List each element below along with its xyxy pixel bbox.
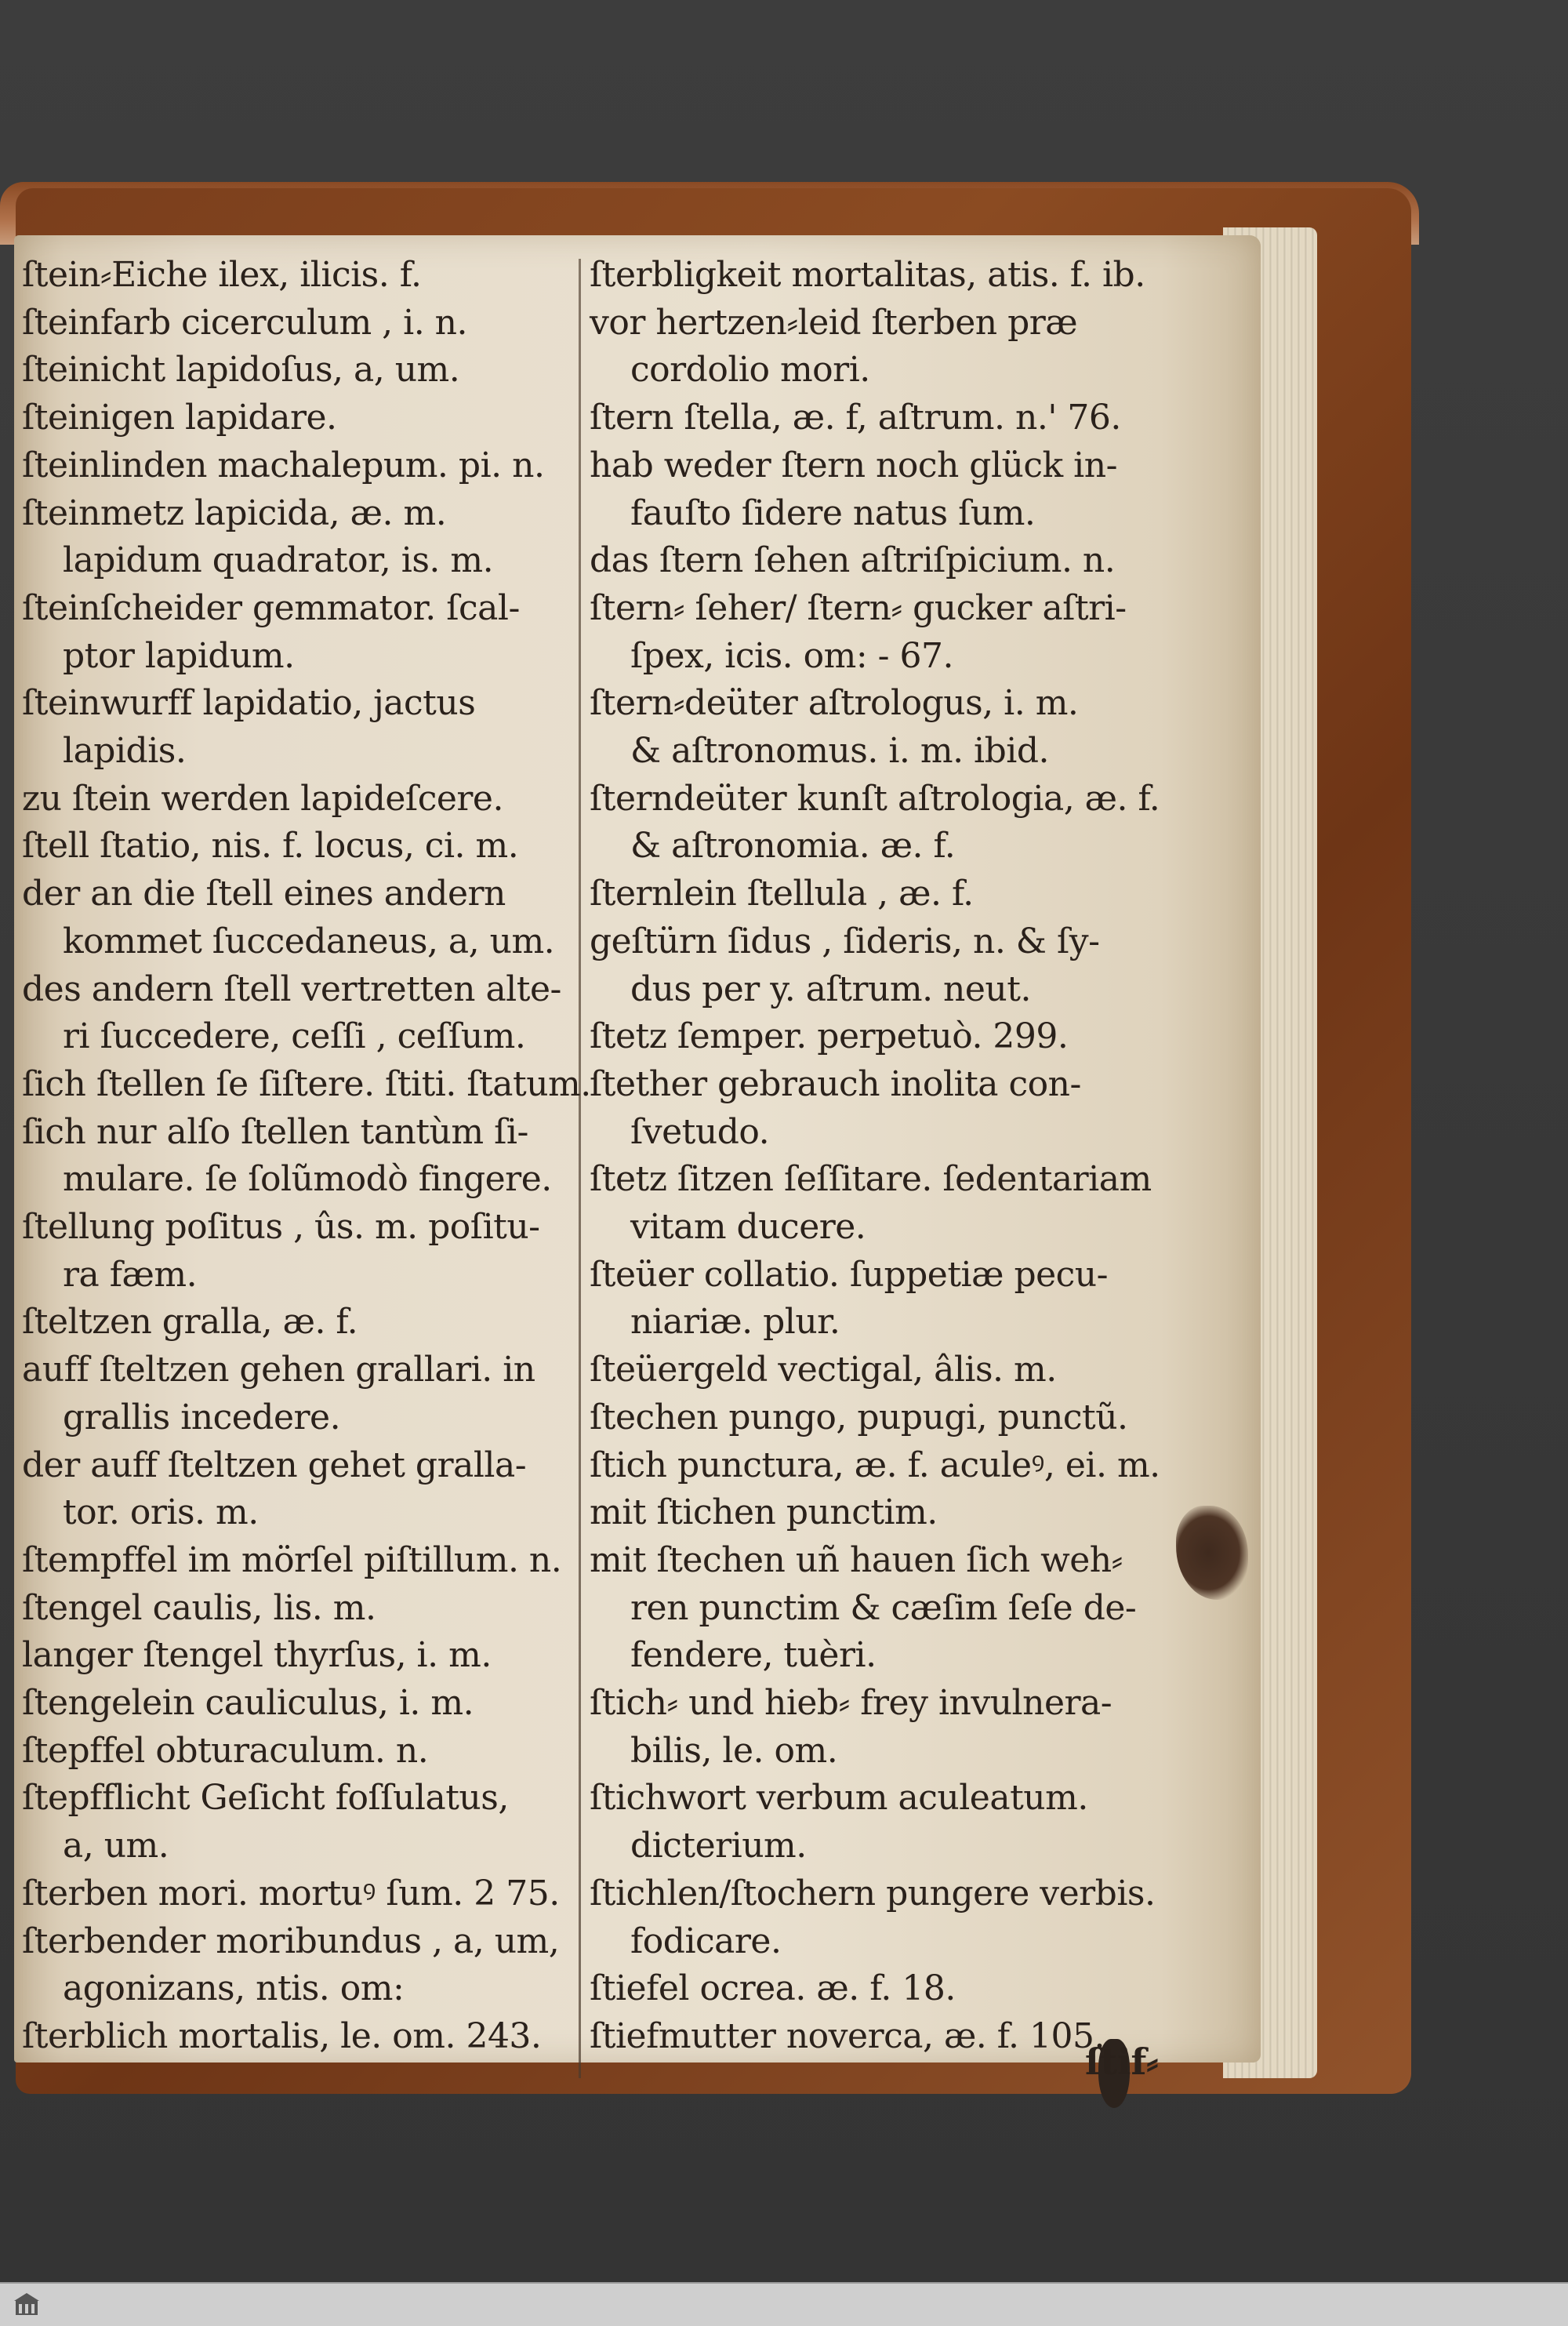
entry-continuation-line: ſpex, icis. om: - 67. <box>630 635 953 676</box>
entry-continuation-line: lapidis. <box>63 731 187 771</box>
dictionary-entry: hab weder ſtern noch glück in- <box>590 445 1117 485</box>
dictionary-entry: ſtether gebrauch inolita con- <box>590 1063 1081 1104</box>
dictionary-entry: langer ſtengel thyrſus, i. m. <box>22 1635 492 1676</box>
entry-continuation-line: cordolio mori. <box>630 350 870 391</box>
dictionary-entry: vor hertzen⸗leid ſterben præ <box>590 302 1078 343</box>
dictionary-entry: ſtiefel ocrea. æ. f. 18. <box>590 1968 956 2009</box>
entry-continuation-line: fauſto ſidere natus ſum. <box>630 492 1036 533</box>
dictionary-entry: ſtempffel im mörſel piſtillum. n. <box>22 1539 562 1580</box>
entry-continuation-line: ſvetudo. <box>630 1111 770 1152</box>
entry-continuation-line: vitam ducere. <box>630 1207 866 1247</box>
dictionary-entry: das ſtern ſehen aſtriſpicium. n. <box>590 540 1116 581</box>
dictionary-entry: ſteinſcheider gemmator. ſcal- <box>22 587 520 628</box>
dictionary-entry: ſich nur alſo ſtellen tantùm ſi- <box>22 1111 528 1152</box>
dictionary-entry: ſteinigen lapidare. <box>22 398 337 438</box>
entry-continuation-line: lapidum quadrator, is. m. <box>63 540 494 581</box>
dictionary-entry: ſtell ſtatio, nis. f. locus, ci. m. <box>22 826 519 867</box>
dictionary-entry: ſteüer collatio. ſuppetiæ pecu- <box>590 1254 1108 1295</box>
dictionary-entry: ſtern ſtella, æ. f, aſtrum. n.' 76. <box>590 398 1121 438</box>
entry-continuation-line: ra fæm. <box>63 1254 198 1295</box>
dictionary-entry: ſtein⸗Eiche ilex, ilicis. f. <box>22 255 422 295</box>
entry-continuation-line: grallis incedere. <box>63 1397 341 1437</box>
entry-continuation-line: tor. oris. m. <box>63 1492 259 1533</box>
viewer-footer <box>0 2282 1568 2326</box>
dictionary-entry: mit ſtechen uñ hauen ſich weh⸗ <box>590 1539 1123 1580</box>
dictionary-entry: ſterben mori. mortuꝰ ſum. 2 75. <box>22 1873 560 1913</box>
dictionary-entry: ſteltzen gralla, æ. f. <box>22 1302 358 1343</box>
dictionary-entry: ſteinmetz lapicida, æ. m. <box>22 492 447 533</box>
entry-continuation-line: bilis, le. om. <box>630 1730 838 1771</box>
dictionary-entry: ſich ſtellen ſe ſiſtere. ſtiti. ſtatum. <box>22 1063 591 1104</box>
entry-continuation-line: dus per y. aſtrum. neut. <box>630 969 1031 1009</box>
entry-continuation-line: & aſtronomus. i. m. ibid. <box>630 731 1050 771</box>
entry-continuation-line: fodicare. <box>630 1921 782 1961</box>
dictionary-entry: der auff ſteltzen gehet gralla- <box>22 1445 527 1485</box>
dictionary-entry: ſtepffel obturaculum. n. <box>22 1730 429 1771</box>
entry-continuation-line: ri ſuccedere, ceſſi , ceſſum. <box>63 1016 526 1057</box>
dictionary-entry: auff ſteltzen gehen grallari. in <box>22 1350 535 1390</box>
dictionary-entry: ſteinwurff lapidatio, jactus <box>22 683 476 724</box>
dictionary-entry: ſtechen pungo, pupugi, punctũ. <box>590 1397 1128 1437</box>
dictionary-entry: ſtetz ſemper. perpetuò. 299. <box>590 1016 1069 1057</box>
dictionary-entry: ſtengel caulis, lis. m. <box>22 1587 376 1628</box>
dictionary-entry: ſterbender moribundus , a, um, <box>22 1921 560 1961</box>
catchword: ſtif⸗ <box>1085 2041 1159 2083</box>
entry-continuation-line: agonizans, ntis. om: <box>63 1968 405 2009</box>
dictionary-entry: mit ſtichen punctim. <box>590 1492 938 1533</box>
dictionary-entry: ſteinfarb cicerculum , i. n. <box>22 302 467 343</box>
entry-continuation-line: kommet ſuccedaneus, a, um. <box>63 921 555 961</box>
dictionary-entry: ſteinicht lapidoſus, a, um. <box>22 350 460 391</box>
dictionary-entry: zu ſtein werden lapideſcere. <box>22 778 503 819</box>
entry-continuation-line: mulare. ſe ſolũmodò fingere. <box>63 1159 552 1200</box>
dictionary-entry: ſterbligkeit mortalitas, atis. f. ib. <box>590 255 1145 295</box>
dictionary-entry: ſtern⸗ ſeher/ ſtern⸗ gucker aſtri- <box>590 587 1127 628</box>
dictionary-entry: ſtern⸗deüter aſtrologus, i. m. <box>590 683 1079 724</box>
dictionary-entry: ſtich punctura, æ. f. aculeꝰ, ei. m. <box>590 1445 1160 1485</box>
entry-continuation-line: & aſtronomia. æ. f. <box>630 826 956 867</box>
dictionary-entry: ſtiefmutter noverca, æ. f. 105. <box>590 2015 1105 2056</box>
library-logo-icon <box>11 2290 42 2320</box>
column-rule <box>579 259 581 2078</box>
dictionary-entry: ſtengelein cauliculus, i. m. <box>22 1683 474 1723</box>
dictionary-entry: ſtich⸗ und hieb⸗ frey invulnera- <box>590 1683 1112 1723</box>
dictionary-entry: ſteüergeld vectigal, âlis. m. <box>590 1350 1057 1390</box>
entry-continuation-line: dicterium. <box>630 1826 807 1866</box>
entry-continuation-line: a, um. <box>63 1826 169 1866</box>
dictionary-entry: der an die ſtell eines andern <box>22 874 506 914</box>
paper-stain <box>1176 1506 1248 1600</box>
entry-continuation-line: ptor lapidum. <box>63 635 295 676</box>
dictionary-entry: geſtürn ſidus , ſideris, n. & ſy- <box>590 921 1100 961</box>
dictionary-entry: ſtetz ſitzen ſeſſitare. ſedentariam <box>590 1159 1152 1200</box>
dictionary-entry: ſterblich mortalis, le. om. 243. <box>22 2015 542 2056</box>
dictionary-entry: ſterndeüter kunſt aſtrologia, æ. f. <box>590 778 1160 819</box>
entry-continuation-line: niariæ. plur. <box>630 1302 840 1343</box>
dictionary-entry: ſtellung poſitus , ûs. m. poſitu- <box>22 1207 540 1247</box>
entry-continuation-line: fendere, tuèri. <box>630 1635 877 1676</box>
dictionary-entry: ſternlein ſtellula , æ. f. <box>590 874 974 914</box>
dictionary-entry: ſtichwort verbum aculeatum. <box>590 1778 1088 1819</box>
dictionary-entry: ſtepfflicht Geſicht foſſulatus, <box>22 1778 509 1819</box>
dictionary-entry: des andern ſtell vertretten alte- <box>22 969 561 1009</box>
entry-continuation-line: ren punctim & cæſim ſeſe de- <box>630 1587 1137 1628</box>
dictionary-entry: ſtichlen/ſtochern pungere verbis. <box>590 1873 1156 1913</box>
dictionary-entry: ſteinlinden machalepum. pi. n. <box>22 445 545 485</box>
